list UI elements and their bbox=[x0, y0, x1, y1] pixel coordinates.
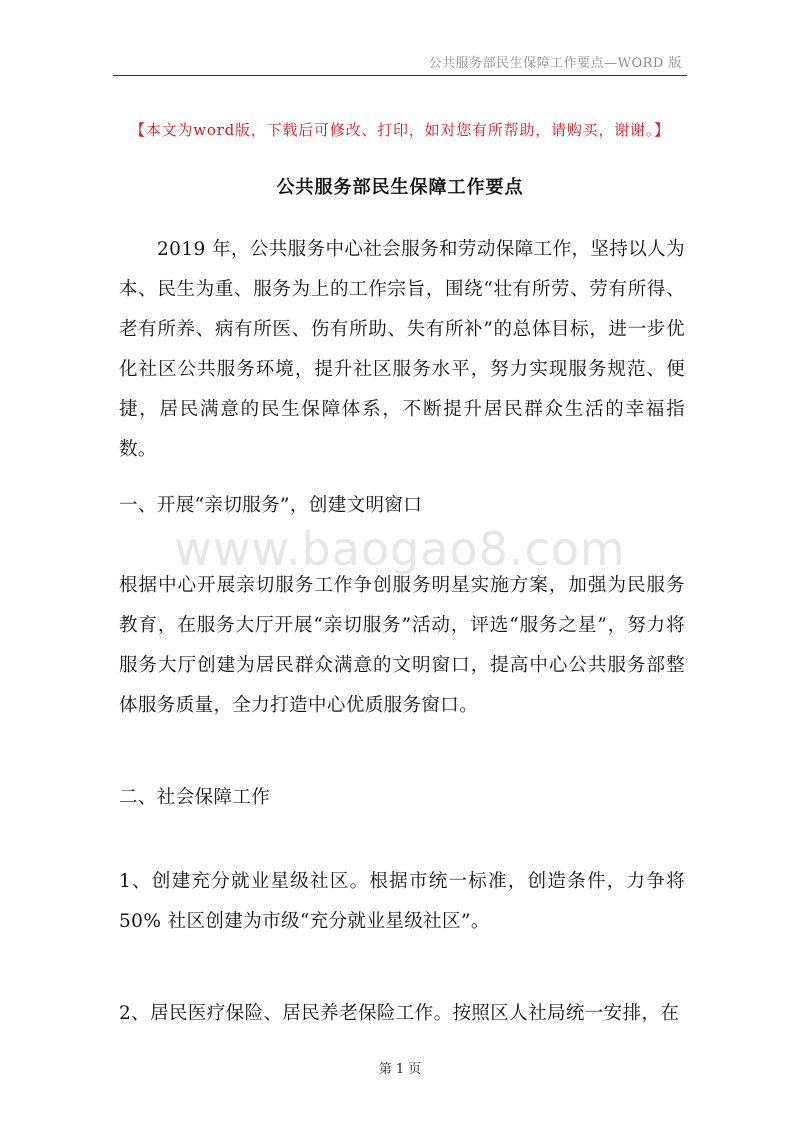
section-heading-1: 一、开展“亲切服务”，创建文明窗口 bbox=[119, 495, 423, 516]
header-rule bbox=[113, 75, 687, 76]
page-number: 第 1 页 bbox=[378, 1062, 422, 1077]
section-1-paragraph: 根据中心开展亲切服务工作争创服务明星实施方案，加强为民服务教育，在服务大厅开展“亲切服务”活动，评选“服务之星”，努力将服务大厅创建为居民群众满意的文明窗口，提高中心公共服务部整体服务质量，全力打造中心优质服务窗口。 bbox=[119, 575, 685, 716]
purchase-notice: 【本文为word版，下载后可修改、打印，如对您有所帮助，请购买，谢谢。】 bbox=[130, 121, 670, 139]
intro-paragraph: 2019 年，公共服务中心社会服务和劳动保障工作，坚持以人为本、民生为重、服务为上的工作宗旨，围绕“壮有所劳、劳有所得、老有所养、病有所医、伤有所助、失有所补”的总体目标，进一步优化社区公共服务环境，提升社区服务水平，努力实现服务规范、便捷，居民满意的民生保障体系，不断提升居民群众生活的幸福指数。 bbox=[119, 239, 685, 460]
list-item-2: 2、居民医疗保险、居民养老保险工作。按照区人社局统一安排，在 bbox=[119, 1003, 680, 1024]
list-item-1: 1、创建充分就业星级社区。根据市统一标准，创造条件，力争将 50% 社区创建为市级“充分就业星级社区”。 bbox=[119, 871, 685, 932]
watermark: www.baogao8.com bbox=[174, 522, 626, 576]
section-heading-2: 二、社会保障工作 bbox=[119, 787, 271, 808]
running-header: 公共服务部民生保障工作要点—WORD 版 bbox=[428, 56, 682, 71]
document-title: 公共服务部民生保障工作要点 bbox=[276, 177, 524, 198]
